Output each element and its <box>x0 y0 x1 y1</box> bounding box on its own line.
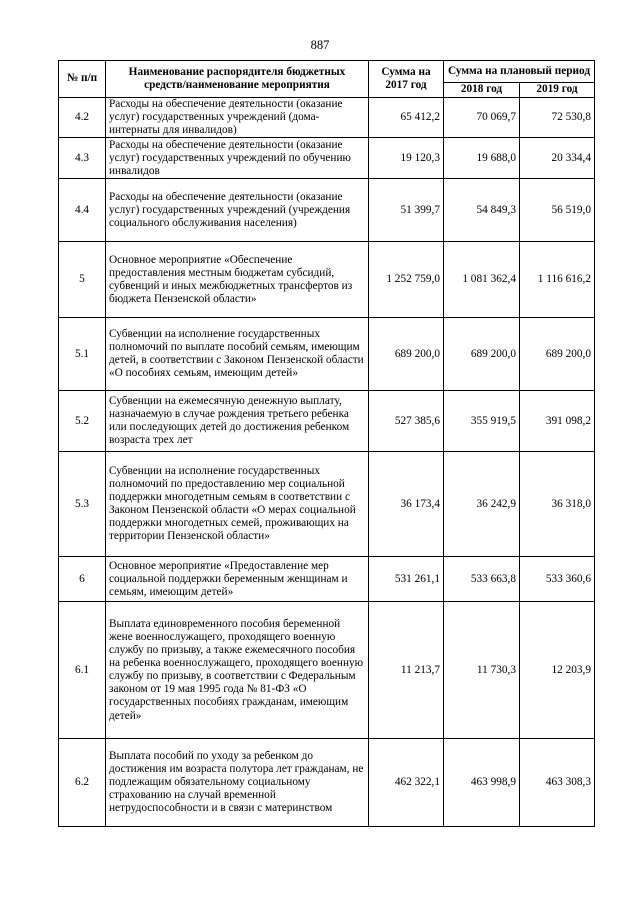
row-2018: 54 849,3 <box>444 179 520 242</box>
row-2018: 19 688,0 <box>444 138 520 179</box>
row-2018: 36 242,9 <box>444 452 520 557</box>
row-name: Расходы на обеспечение деятельности (оказание услуг) государственных учреждений (дома-интернаты для инвалидов) <box>106 98 369 138</box>
table-row <box>59 452 595 557</box>
table-row <box>59 602 595 739</box>
header-plan-period: Сумма на плановый период <box>444 61 595 83</box>
row-name: Основное мероприятие «Предоставление мер социальной поддержки беременным женщинам и семьям, имеющим детей» <box>106 557 369 602</box>
row-name: Субвенции на исполнение государственных полномочий по предоставлению мер социальной поддержки многодетным семьям в соответствии с Законом Пензенской области «О мерах социальной поддержки многодетных семей, проживающих на территории Пензенской области» <box>106 452 369 557</box>
row-2019: 391 098,2 <box>520 391 595 452</box>
header-name: Наименование распорядителя бюджетных средств/наименование мероприятия <box>106 61 369 98</box>
row-name: Основное мероприятие «Обеспечение предоставления местным бюджетам субсидий, субвенций и иных межбюджетных трансфертов из бюджета Пензенской области» <box>106 242 369 318</box>
row-2018: 355 919,5 <box>444 391 520 452</box>
row-number: 5 <box>59 242 106 318</box>
row-name: Выплата единовременного пособия беременной жене военнослужащего, проходящего военную службу по призыву, а также ежемесячного пособия на ребенка военнослужащего, проходящего военную службу по призыву, в соответствии с Федеральным законом от 19 мая 1995 года № 81-ФЗ «О государственных пособиях гражданам, имеющим детей» <box>106 602 369 739</box>
table-row <box>59 557 595 602</box>
row-name: Выплата пособий по уходу за ребенком до достижения им возраста полутора лет гражданам, не подлежащим обязательному социальному страхованию на случай временной нетрудоспособности и в связи с материнством <box>106 739 369 827</box>
table-row <box>59 318 595 391</box>
row-2019: 689 200,0 <box>520 318 595 391</box>
row-number: 5.2 <box>59 391 106 452</box>
table-row <box>59 179 595 242</box>
row-2017: 531 261,1 <box>369 557 444 602</box>
header-2018: 2018 год <box>444 83 520 98</box>
row-2019: 533 360,6 <box>520 557 595 602</box>
table-row <box>59 739 595 827</box>
row-number: 6 <box>59 557 106 602</box>
row-number: 4.3 <box>59 138 106 179</box>
row-2017: 36 173,4 <box>369 452 444 557</box>
table-row <box>59 391 595 452</box>
table-row <box>59 138 595 179</box>
row-2019: 1 116 616,2 <box>520 242 595 318</box>
row-2017: 51 399,7 <box>369 179 444 242</box>
row-name: Расходы на обеспечение деятельности (оказание услуг) государственных учреждений (учреждения социального обслуживания населения) <box>106 179 369 242</box>
row-number: 4.2 <box>59 98 106 138</box>
row-name: Субвенции на исполнение государственных полномочий по выплате пособий семьям, имеющим детей, в соответствии с Законом Пензенской области «О пособиях семьям, имеющим детей» <box>106 318 369 391</box>
row-number: 4.4 <box>59 179 106 242</box>
row-2018: 11 730,3 <box>444 602 520 739</box>
table-row <box>59 242 595 318</box>
row-number: 6.2 <box>59 739 106 827</box>
page-number: 887 <box>310 38 330 52</box>
row-2019: 12 203,9 <box>520 602 595 739</box>
header-2019: 2019 год <box>520 83 595 98</box>
row-2017: 11 213,7 <box>369 602 444 739</box>
row-2019: 72 530,8 <box>520 98 595 138</box>
row-name: Субвенции на ежемесячную денежную выплату, назначаемую в случае рождения третьего ребенка или последующих детей до достижения ребенком возраста трех лет <box>106 391 369 452</box>
table-row <box>59 98 595 138</box>
row-2019: 463 308,3 <box>520 739 595 827</box>
row-number: 5.1 <box>59 318 106 391</box>
row-2017: 689 200,0 <box>369 318 444 391</box>
row-2019: 56 519,0 <box>520 179 595 242</box>
header-number: № п/п <box>59 61 106 98</box>
row-2017: 527 385,6 <box>369 391 444 452</box>
row-2017: 1 252 759,0 <box>369 242 444 318</box>
row-number: 6.1 <box>59 602 106 739</box>
budget-table <box>58 60 595 827</box>
row-2017: 462 322,1 <box>369 739 444 827</box>
row-2018: 70 069,7 <box>444 98 520 138</box>
header-2017: Сумма на 2017 год <box>369 61 444 98</box>
row-2017: 65 412,2 <box>369 98 444 138</box>
row-2019: 20 334,4 <box>520 138 595 179</box>
row-2018: 463 998,9 <box>444 739 520 827</box>
row-2018: 533 663,8 <box>444 557 520 602</box>
row-2017: 19 120,3 <box>369 138 444 179</box>
row-2018: 689 200,0 <box>444 318 520 391</box>
row-2019: 36 318,0 <box>520 452 595 557</box>
row-2018: 1 081 362,4 <box>444 242 520 318</box>
row-number: 5.3 <box>59 452 106 557</box>
row-name: Расходы на обеспечение деятельности (оказание услуг) государственных учреждений по обучению инвалидов <box>106 138 369 179</box>
